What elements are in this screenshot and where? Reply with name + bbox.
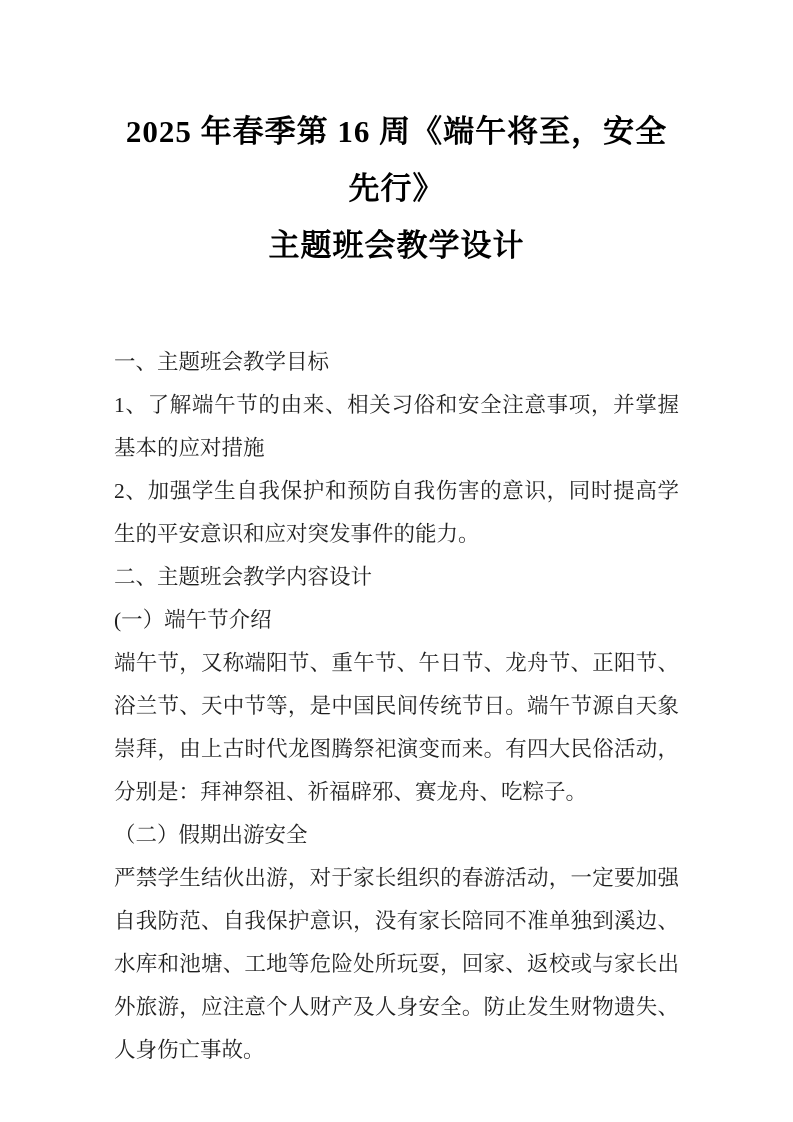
section-heading-teaching-goals: 一、主题班会教学目标 xyxy=(114,350,330,374)
paragraph-travel-safety: 严禁学生结伙出游，对于家长组织的春游活动，一定要加强自我防范、自我保护意识，没有家长陪同不准单独到溪边、水库和池塘、工地等危险处所玩耍，回家、返校或与家长出外旅游，应注意个人财产及人身安全。防止发生财物遗失、人身伤亡事故。 xyxy=(114,866,679,1062)
title-line-1: 2025 年春季第 16 周《端午将至，安全先行》 xyxy=(125,114,668,206)
title-line-2: 主题班会教学设计 xyxy=(268,228,525,263)
paragraph-goal-1: 1、了解端午节的由来、相关习俗和安全注意事项，并掌握基本的应对措施 xyxy=(114,393,679,460)
document-title xyxy=(114,103,679,274)
section-heading-teaching-content: 二、主题班会教学内容设计 xyxy=(114,565,373,589)
paragraph-festival-intro: 端午节，又称端阳节、重午节、午日节、龙舟节、正阳节、浴兰节、天中节等，是中国民间传统节日。端午节源自天象崇拜，由上古时代龙图腾祭祀演变而来。有四大民俗活动，分别是：拜神祭祖、祈福辟邪、赛龙舟、吃粽子。 xyxy=(114,651,679,804)
subsection-heading-festival-intro: (一）端午节介绍 xyxy=(114,608,272,632)
paragraph-goal-2: 2、加强学生自我保护和预防自我伤害的意识，同时提高学生的平安意识和应对突发事件的能力。 xyxy=(114,479,679,546)
subsection-heading-travel-safety: （二）假期出游安全 xyxy=(114,823,308,847)
document-body xyxy=(114,341,679,1072)
